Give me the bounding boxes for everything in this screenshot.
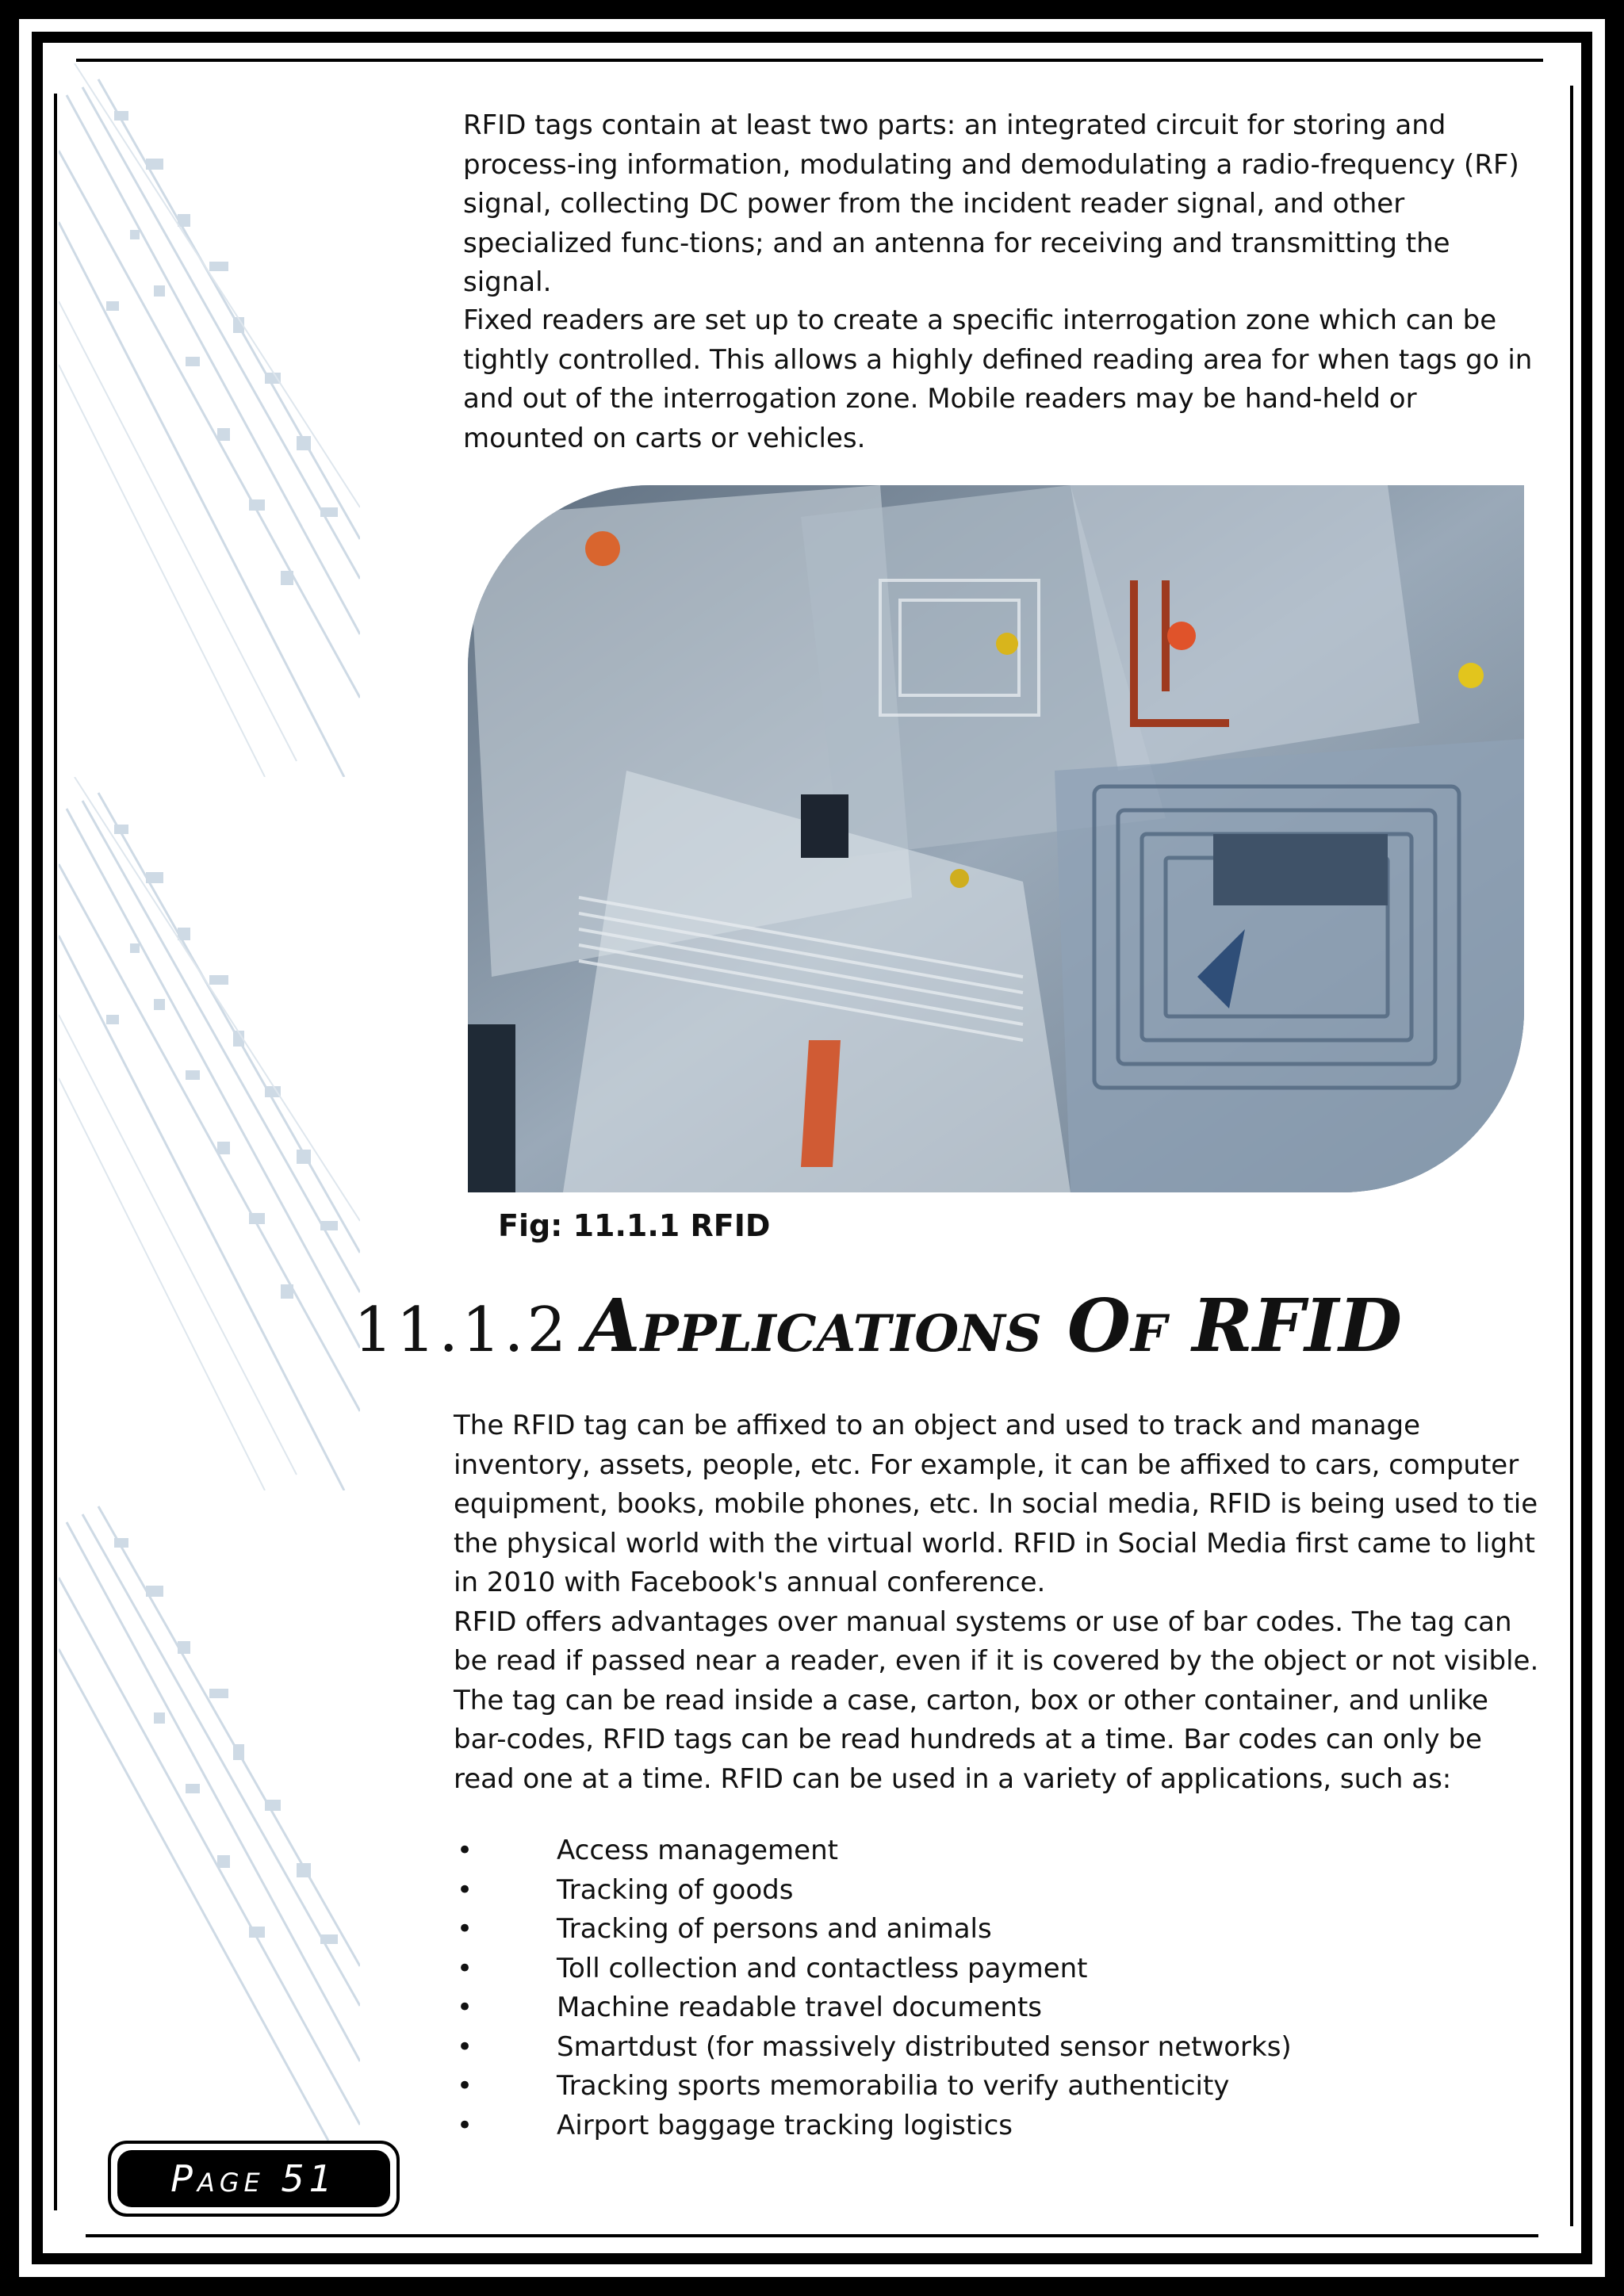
page-number: Page 51 (117, 2150, 390, 2207)
intro-paragraph-rfid-parts (463, 106, 1542, 303)
list-item (454, 1871, 1292, 1911)
bullet-icon: • (457, 1873, 473, 1906)
bullet-icon: • (457, 1913, 473, 1945)
top-rule (76, 59, 1543, 62)
list-item (454, 2107, 1292, 2146)
page-number-badge (108, 2141, 400, 2217)
bullet-icon: • (457, 1992, 473, 2023)
bottom-rule (86, 2234, 1538, 2237)
list-item (454, 1988, 1292, 2028)
paragraph-text: RFID tags contain at least two parts: an integrated circuit for storing and process-ing information, modulating and demodulating a radio-frequency (RF) signal, collecting DC power from the incident reader signal, and other specialized func-tions; and an antenna for receiving and transmitting the signal. (463, 109, 1519, 298)
list-item-text: Tracking sports memorabilia to verify authenticity (557, 2070, 1230, 2102)
paragraph-text: Fixed readers are set up to create a specific interrogation zone which can be tightly controlled. This allows a highly defined reading area for when tags go in and out of the interrogation zone. Mobile readers may be hand-held or mounted on carts or vehicles. (463, 304, 1533, 454)
bullet-icon: • (457, 2030, 473, 2063)
intro-paragraph-readers (463, 301, 1542, 458)
list-item-text: Machine readable travel documents (557, 1992, 1042, 2023)
left-rule (54, 94, 57, 2210)
right-rule (1570, 86, 1573, 2226)
applications-list (454, 1831, 1292, 2145)
list-item (454, 1950, 1292, 1989)
list-item (454, 1910, 1292, 1950)
applications-paragraph (454, 1406, 1540, 1799)
list-item (454, 2067, 1292, 2107)
list-item (454, 1831, 1292, 1871)
list-item (454, 2028, 1292, 2068)
bullet-icon: • (457, 2070, 473, 2102)
bullet-icon: • (457, 1952, 473, 1984)
section-heading (354, 1283, 1402, 1368)
circuit-pattern-decoration-top (59, 63, 360, 777)
paragraph-text: The RFID tag can be affixed to an object and used to track and manage inventory, assets, people, etc. For example, it can be affixed to cars, computer equipment, books, mobile phones, etc. In social media, RFID is being used to tie the physical world with the virtual world. RFID in Social Media first came to light in 2010 with Facebook's annual conference. (454, 1410, 1538, 1598)
rfid-tags-photo (468, 485, 1524, 1192)
section-title: Applications Of RFID (584, 1283, 1403, 1368)
list-item-text: Access management (557, 1835, 838, 1866)
list-item-text: Tracking of persons and animals (557, 1913, 992, 1945)
list-item-text: Tracking of goods (557, 1873, 794, 1906)
figure-caption: Fig: 11.1.1 RFID (498, 1208, 771, 1243)
paragraph-text: RFID offers advantages over manual systems or use of bar codes. The tag can be read if passed near a reader, even if it is covered by the object or not visible. The tag can be read inside a case, carton, box or other container, and unlike bar-codes, RFID tags can be read hundreds at a time. Bar codes can only be read one at a time. RFID can be used in a variety of applications, such as: (454, 1605, 1539, 1795)
bullet-icon: • (457, 2109, 473, 2141)
list-item-text: Toll collection and contactless payment (557, 1952, 1088, 1984)
list-item-text: Smartdust (for massively distributed sensor networks) (557, 2030, 1292, 2063)
circuit-pattern-decoration-middle (59, 777, 360, 1490)
section-number: 11.1.2 (354, 1295, 570, 1366)
circuit-pattern-decoration-bottom (59, 1490, 360, 2141)
bullet-icon: • (457, 1835, 473, 1866)
list-item-text: Airport baggage tracking logistics (557, 2109, 1013, 2141)
